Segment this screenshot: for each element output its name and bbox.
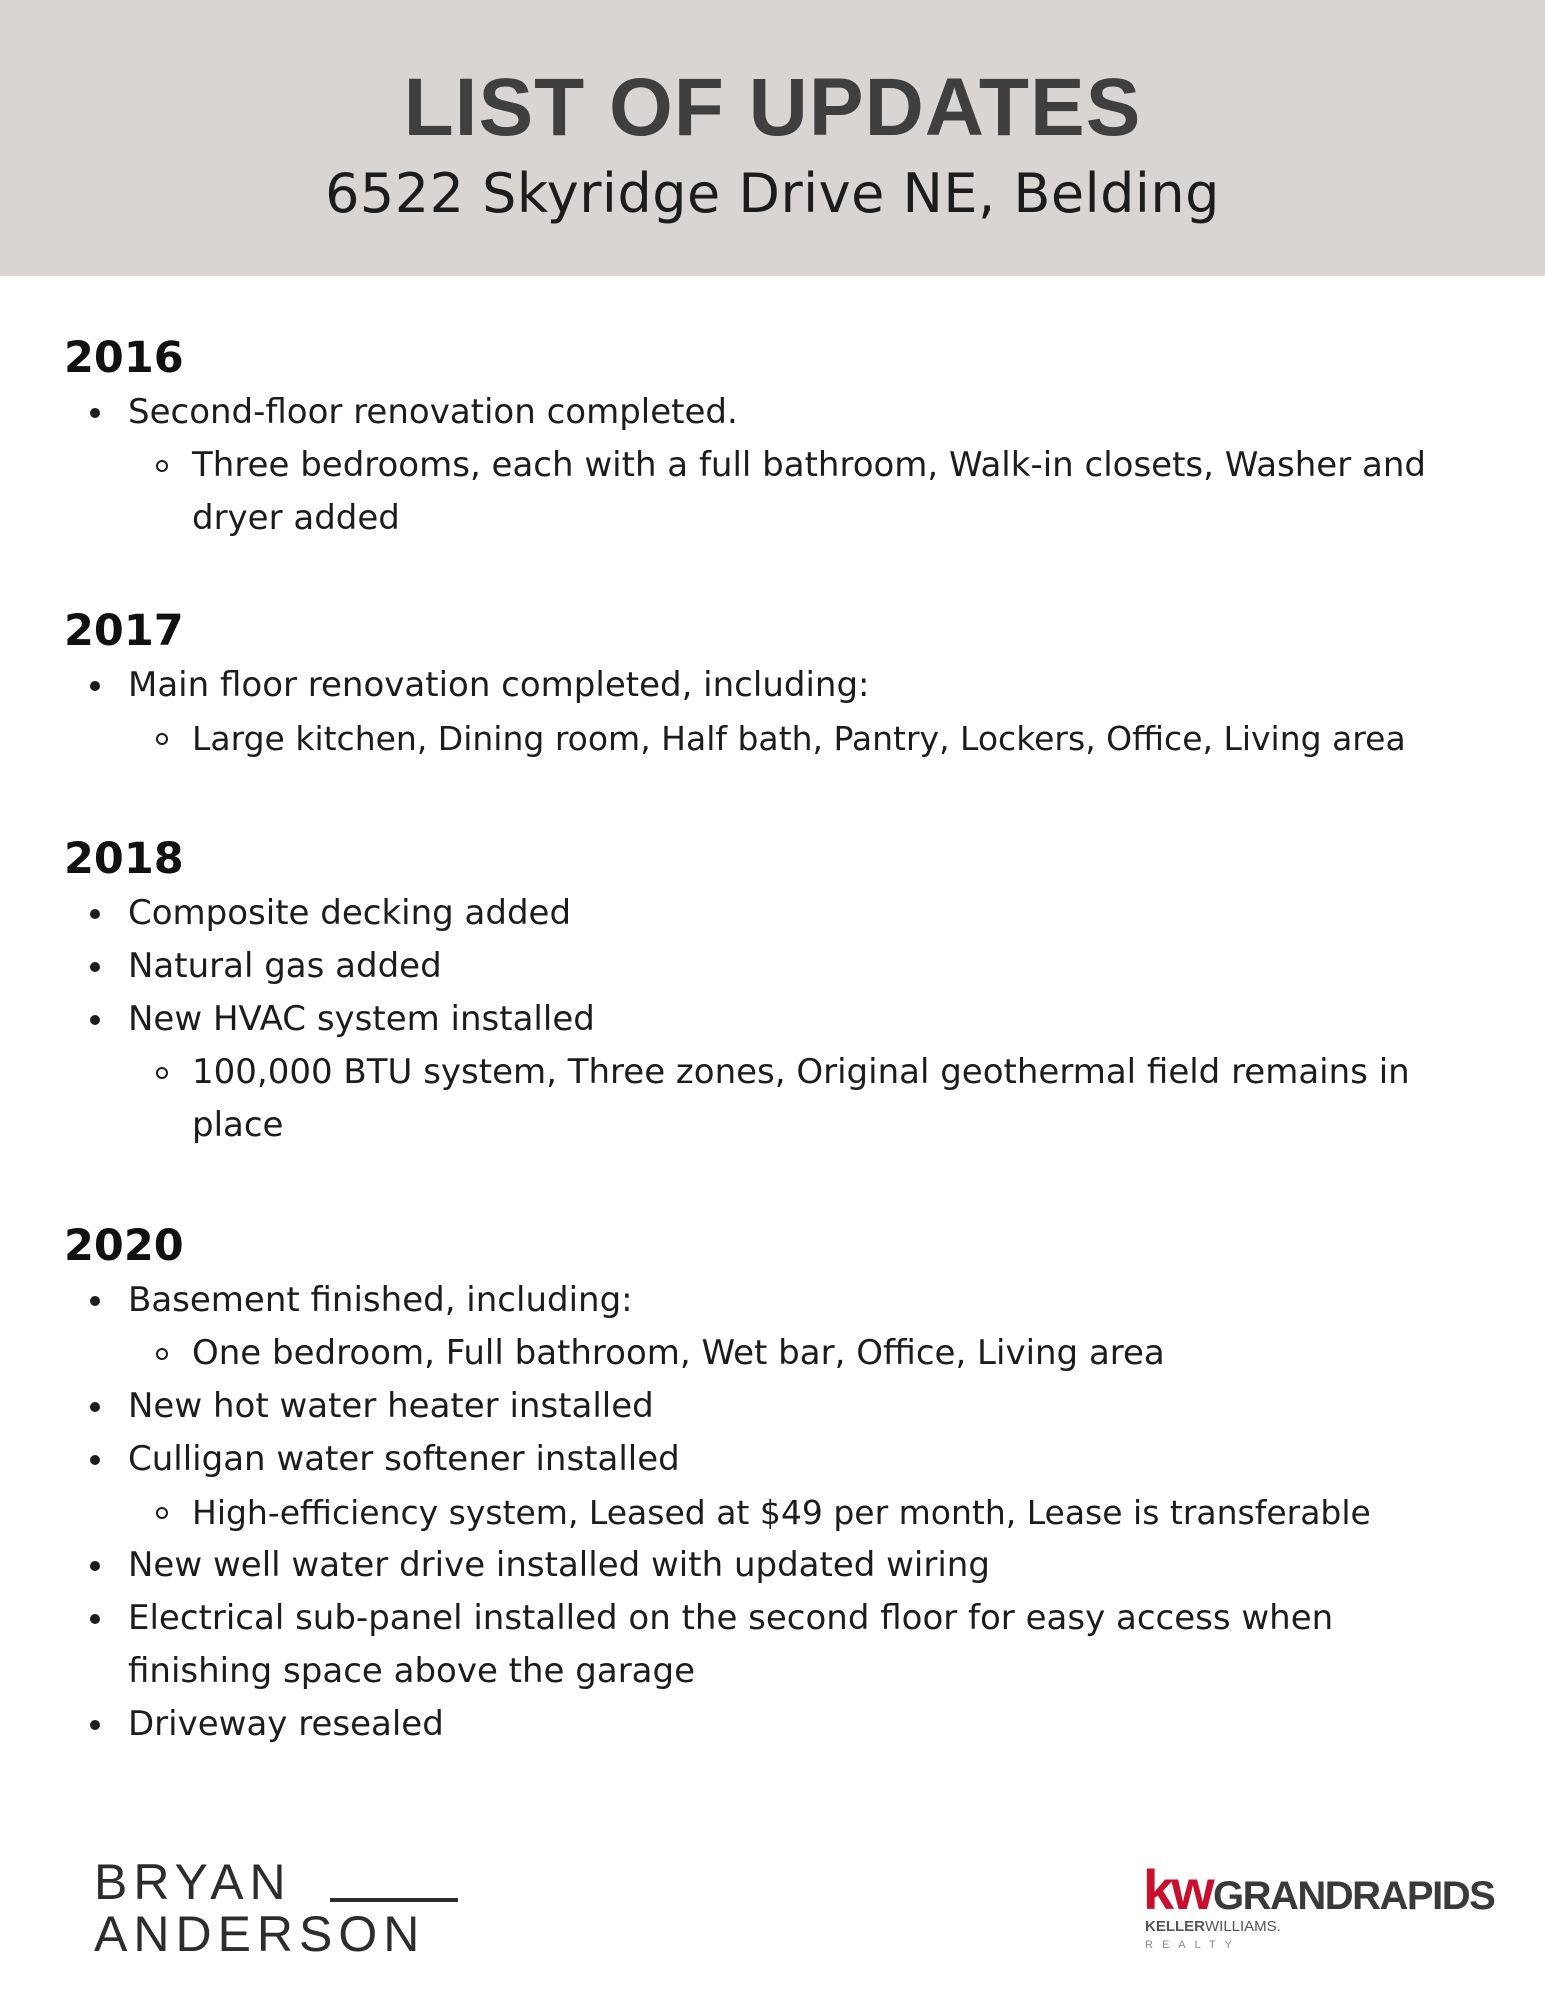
year-heading: 2017: [64, 606, 184, 656]
page-title: LIST OF UPDATES: [403, 62, 1142, 153]
item-text: Basement finished, including:: [128, 1280, 633, 1320]
year-section-2020: [64, 1218, 1534, 1751]
hollow-bullet-icon: [156, 733, 168, 745]
williams-text: WILLIAMS.: [1205, 1918, 1281, 1935]
updates-content: [64, 330, 1534, 1807]
update-list: [64, 1274, 1534, 1751]
year-section-2017: [64, 603, 1534, 765]
sub-list-item: [64, 712, 1534, 765]
brokerage-logo: [1143, 1858, 1523, 1972]
list-item: [64, 1592, 1464, 1698]
keller-text: KELLER: [1145, 1918, 1205, 1935]
update-list: [64, 659, 1534, 765]
year-section-2016: [64, 330, 1534, 545]
agent-logo: [94, 1855, 494, 1965]
hollow-bullet-icon: [156, 1067, 168, 1079]
property-address: 6522 Skyridge Drive NE, Belding: [325, 162, 1220, 225]
brokerage-realty: REALTY: [1145, 1939, 1241, 1951]
hollow-bullet-icon: [156, 460, 168, 472]
item-text: Composite decking added: [128, 893, 572, 933]
year-heading: 2016: [64, 333, 184, 383]
list-item: [64, 940, 1534, 993]
hollow-bullet-icon: [156, 1507, 168, 1519]
agent-last-name: ANDERSON: [94, 1906, 426, 1962]
item-text: 100,000 BTU system, Three zones, Original geothermal field remains in place: [192, 1052, 1410, 1145]
sub-list-item: [64, 1486, 1534, 1539]
update-list: [64, 386, 1534, 545]
header-banner: [0, 0, 1545, 276]
bullet-icon: [90, 681, 100, 691]
year-section-2018: [64, 831, 1534, 1152]
item-text: Driveway resealed: [128, 1704, 444, 1744]
item-text: New hot water heater installed: [128, 1386, 654, 1426]
list-item: [64, 659, 1534, 712]
sub-list-item: [64, 439, 1464, 545]
list-item: [64, 1433, 1534, 1486]
brokerage-keller-williams: [1145, 1918, 1281, 1936]
item-text: One bedroom, Full bathroom, Wet bar, Office, Living area: [192, 1333, 1165, 1373]
bullet-icon: [90, 909, 100, 919]
list-item: [64, 1380, 1534, 1433]
item-text: Second-floor renovation completed.: [128, 392, 738, 432]
item-text: High-efficiency system, Leased at $49 per month, Lease is transferable: [192, 1493, 1371, 1532]
bullet-icon: [90, 1402, 100, 1412]
list-item: [64, 386, 1534, 439]
item-text: Three bedrooms, each with a full bathroom, Walk-in closets, Washer and dryer added: [192, 445, 1426, 538]
item-text: Natural gas added: [128, 946, 442, 986]
logo-rule: [330, 1898, 458, 1902]
bullet-icon: [90, 1015, 100, 1025]
item-text: New HVAC system installed: [128, 999, 595, 1039]
item-text: Large kitchen, Dining room, Half bath, Pantry, Lockers, Office, Living area: [192, 719, 1406, 758]
item-text: Main floor renovation completed, including:: [128, 665, 870, 705]
list-item: [64, 1539, 1534, 1592]
bullet-icon: [90, 1561, 100, 1571]
list-item: [64, 1274, 1534, 1327]
bullet-icon: [90, 1455, 100, 1465]
sub-list-item: [64, 1046, 1464, 1152]
item-text: Electrical sub-panel installed on the second floor for easy access when finishing space above the garage: [128, 1598, 1334, 1691]
update-list: [64, 887, 1534, 1152]
agent-first-name: BRYAN: [94, 1854, 292, 1910]
brokerage-name: GRANDRAPIDS: [1213, 1874, 1495, 1918]
bullet-icon: [90, 1720, 100, 1730]
bullet-icon: [90, 962, 100, 972]
list-item: [64, 887, 1534, 940]
list-item: [64, 993, 1534, 1046]
bullet-icon: [90, 1296, 100, 1306]
year-heading: 2018: [64, 834, 184, 884]
bullet-icon: [90, 408, 100, 418]
year-heading: 2020: [64, 1221, 184, 1271]
list-item: [64, 1698, 1534, 1751]
sub-list-item: [64, 1327, 1534, 1380]
item-text: Culligan water softener installed: [128, 1439, 680, 1479]
bullet-icon: [90, 1614, 100, 1624]
kw-logo-mark: kw: [1143, 1858, 1212, 1921]
hollow-bullet-icon: [156, 1348, 168, 1360]
item-text: New well water drive installed with updated wiring: [128, 1545, 990, 1585]
